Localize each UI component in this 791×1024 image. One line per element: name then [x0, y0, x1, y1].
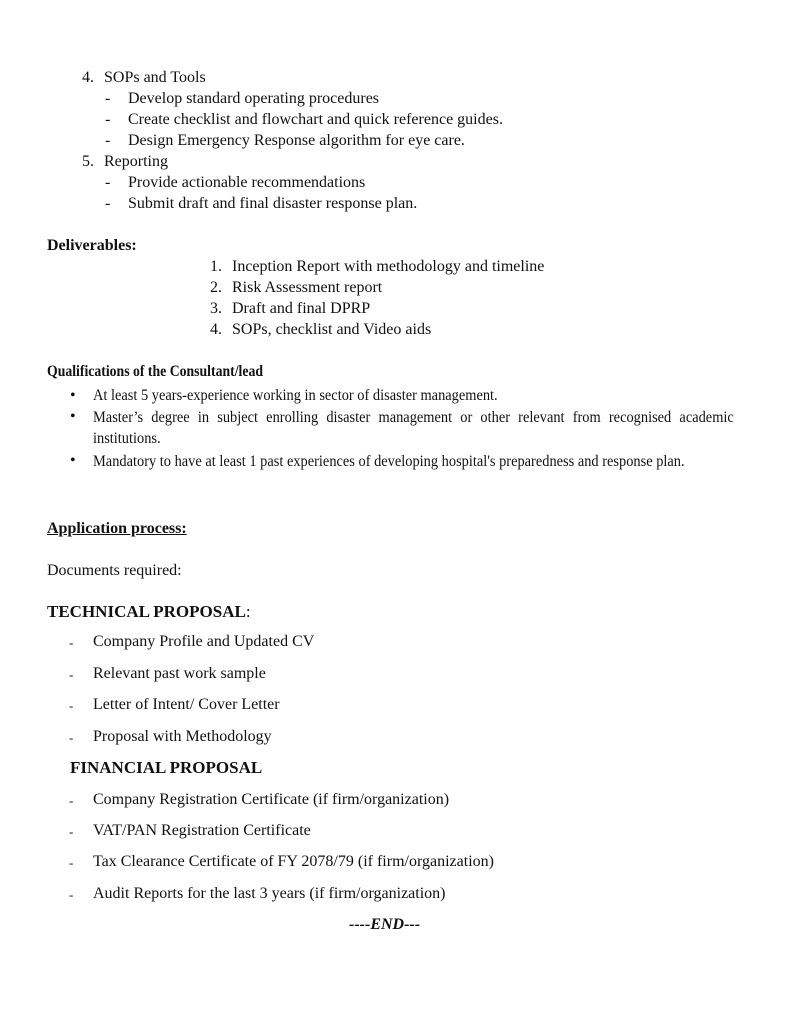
deliverable-number: 1.	[210, 258, 222, 275]
dash-marker: -	[105, 90, 111, 107]
scope-subitem: Create checklist and flowchart and quick reference guides.	[128, 111, 503, 128]
dash-marker: -	[69, 730, 74, 745]
documents-required-label: Documents required:	[47, 562, 182, 579]
scope-item-4-title: SOPs and Tools	[104, 69, 206, 86]
bullet-icon: •	[70, 408, 76, 425]
qualification-item	[93, 386, 543, 406]
scope-item-4-number: 4.	[82, 69, 94, 86]
bullet-icon: •	[70, 387, 76, 404]
financial-item: Company Registration Certificate (if firm/organization)	[93, 791, 450, 808]
dash-marker: -	[105, 132, 111, 149]
technical-proposal-heading	[47, 602, 251, 622]
dash-marker: -	[105, 111, 111, 128]
deliverable-item: Draft and final DPRP	[232, 300, 371, 317]
dash-marker: -	[69, 855, 74, 870]
deliverables-heading: Deliverables:	[47, 237, 137, 254]
deliverable-item: SOPs, checklist and Video aids	[232, 321, 432, 338]
scope-subitem: Provide actionable recommendations	[128, 174, 366, 191]
bullet-icon: •	[70, 452, 76, 469]
technical-item: Letter of Intent/ Cover Letter	[93, 696, 280, 713]
dash-marker: -	[69, 698, 74, 713]
dash-marker: -	[69, 793, 74, 808]
dash-marker: -	[69, 824, 74, 839]
qualifications-heading-text: Qualifications of the Consultant/lead	[47, 363, 263, 380]
deliverable-number: 2.	[210, 279, 222, 296]
deliverable-number: 4.	[210, 321, 222, 338]
dash-marker: -	[69, 635, 74, 650]
scope-subitem: Develop standard operating procedures	[128, 90, 380, 107]
scope-subitem: Design Emergency Response algorithm for eye care.	[128, 132, 465, 149]
technical-item: Relevant past work sample	[93, 665, 266, 682]
technical-proposal-title: TECHNICAL PROPOSAL	[47, 602, 246, 621]
scope-item-5-title: Reporting	[104, 153, 168, 170]
financial-proposal-heading: FINANCIAL PROPOSAL	[70, 758, 263, 777]
financial-item: Audit Reports for the last 3 years (if firm/organization)	[93, 885, 446, 902]
scope-subitem: Submit draft and final disaster response plan.	[128, 195, 418, 212]
financial-item: VAT/PAN Registration Certificate	[93, 822, 311, 839]
qualifications-heading	[47, 362, 298, 382]
qualification-text: Master’s degree in subject enrolling disaster management or other relevant from recognised academic institutions.	[93, 409, 734, 447]
end-marker: ----END---	[349, 916, 421, 933]
dash-marker: -	[105, 195, 111, 212]
dash-marker: -	[69, 667, 74, 682]
qualification-text: Mandatory to have at least 1 past experiences of developing hospital's preparedness and response plan.	[93, 453, 685, 470]
scope-item-5-number: 5.	[82, 153, 94, 170]
technical-proposal-colon: :	[245, 602, 251, 621]
application-heading: Application process:	[47, 520, 187, 537]
deliverable-item: Inception Report with methodology and timeline	[232, 258, 545, 275]
qualification-text: At least 5 years-experience working in sector of disaster management.	[93, 387, 498, 404]
qualification-item	[93, 407, 733, 449]
technical-item: Proposal with Methodology	[93, 728, 272, 745]
qualification-item	[93, 451, 733, 473]
dash-marker: -	[69, 887, 74, 902]
technical-item: Company Profile and Updated CV	[93, 633, 315, 650]
dash-marker: -	[105, 174, 111, 191]
deliverable-item: Risk Assessment report	[232, 279, 383, 296]
financial-item: Tax Clearance Certificate of FY 2078/79 (if firm/organization)	[93, 853, 494, 870]
deliverable-number: 3.	[210, 300, 222, 317]
